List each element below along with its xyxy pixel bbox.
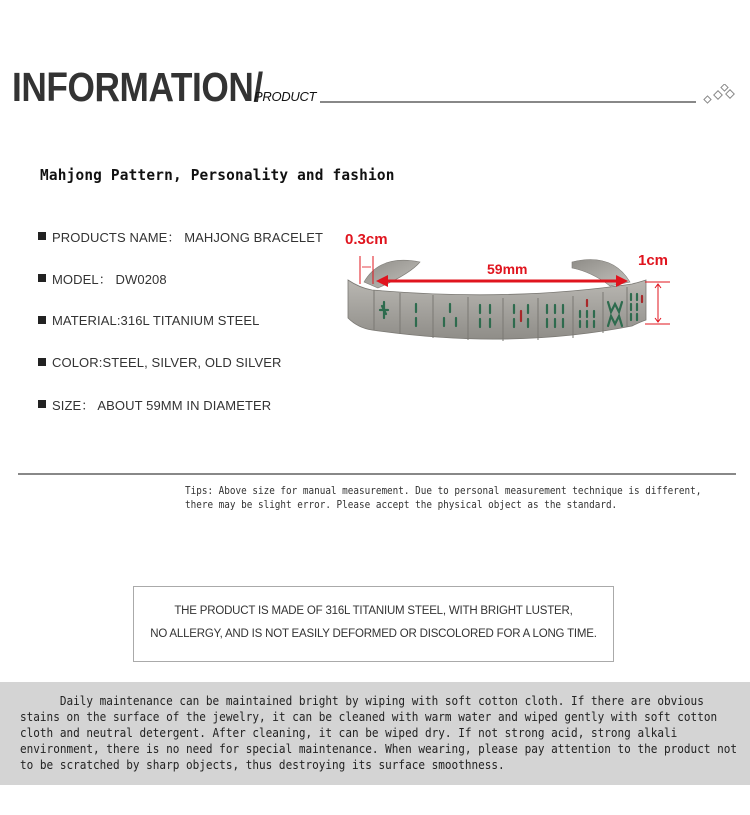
spec-item-name xyxy=(38,228,323,244)
spec-item-model xyxy=(38,270,323,286)
tips-divider xyxy=(18,473,736,475)
bullet-square-icon xyxy=(38,400,46,408)
spec-text: SIZE： ABOUT 59MM IN DIAMETER xyxy=(52,397,272,413)
spec-text: COLOR:STEEL, SILVER, OLD SILVER xyxy=(52,354,282,370)
diamonds-icon xyxy=(700,84,742,108)
spec-text: PRODUCTS NAME： MAHJONG BRACELET xyxy=(52,229,324,245)
header-divider xyxy=(320,101,696,103)
material-line-2: NO ALLERGY, AND IS NOT EASILY DEFORMED OR DISCOLORED FOR A LONG TIME. xyxy=(150,628,597,640)
spec-text: MATERIAL:316L TITANIUM STEEL xyxy=(52,312,260,328)
tips-line-2: there may be slight error. Please accept the physical object as the standard. xyxy=(185,499,618,511)
maintenance-line: to be scratched by sharp objects, thus destroying its surface smoothness. xyxy=(20,757,505,772)
material-line-1: THE PRODUCT IS MADE OF 316L TITANIUM STEEL, WITH BRIGHT LUSTER, xyxy=(174,605,573,617)
bullet-square-icon xyxy=(38,274,46,282)
maintenance-line: cloth and neutral detergent. After cleaning, it can be wiped dry. If not strong acid, strong alkali xyxy=(20,725,678,740)
thickness-label: 0.3cm xyxy=(345,231,388,248)
maintenance-line: stains on the surface of the jewelry, it can be cleaned with warm water and wiped gently with soft cotton xyxy=(20,709,718,724)
tips-line-1: Tips: Above size for manual measurement. Due to personal measurement technique is different, xyxy=(185,485,702,497)
diameter-label: 59mm xyxy=(487,261,528,277)
measurement-tips xyxy=(185,484,701,512)
material-info-box xyxy=(133,586,614,662)
spec-item-material xyxy=(38,312,323,328)
product-slogan: Mahjong Pattern, Personality and fashion xyxy=(40,166,395,184)
spec-text: MODEL： DW0208 xyxy=(52,271,167,287)
bullet-square-icon xyxy=(38,358,46,366)
section-subtitle: PRODUCT xyxy=(254,89,317,104)
bullet-square-icon xyxy=(38,316,46,324)
maintenance-line: environment, there is no need for special maintenance. When wearing, please pay attention to the product not xyxy=(20,741,738,756)
spec-list xyxy=(38,228,323,438)
section-title: INFORMATION/ xyxy=(12,64,263,110)
spec-item-color xyxy=(38,354,323,370)
height-label: 1cm xyxy=(638,252,669,269)
maintenance-line: Daily maintenance can be maintained bright by wiping with soft cotton cloth. If there are obvious xyxy=(20,693,704,708)
bracelet-photo xyxy=(340,222,680,362)
spec-item-size xyxy=(38,396,323,412)
bullet-square-icon xyxy=(38,232,46,240)
maintenance-text xyxy=(20,693,737,773)
maintenance-section xyxy=(0,682,750,785)
